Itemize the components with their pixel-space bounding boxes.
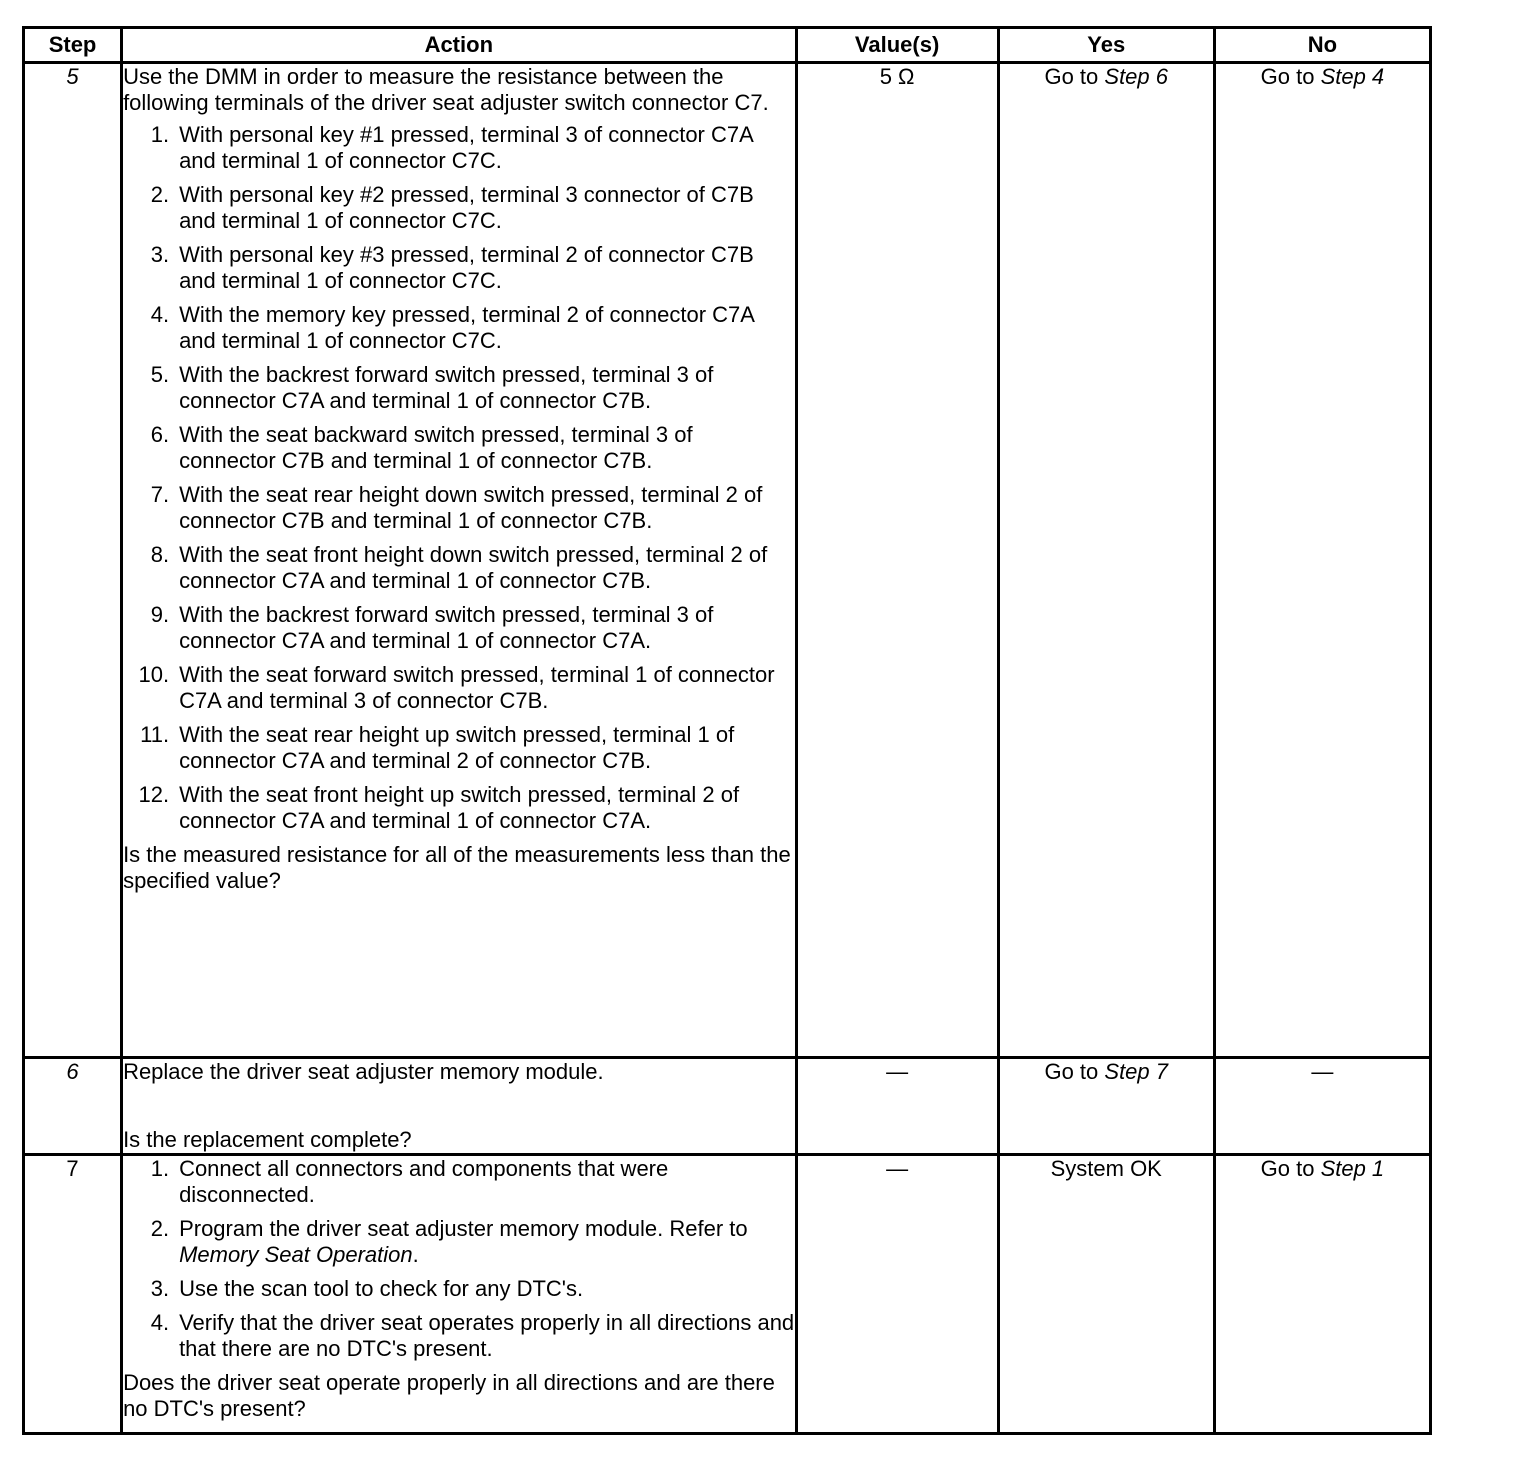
yes-step-ref: Step 6: [1104, 64, 1168, 89]
no-cell: [1214, 1155, 1430, 1434]
item-text: With the seat front height up switch pressed, terminal 2 of connector C7A and terminal 1 of connector C7A.: [179, 782, 740, 833]
list-item: [123, 122, 794, 174]
item-text: With the backrest forward switch pressed, terminal 3 of connector C7A and terminal 1 of connector C7A.: [179, 602, 714, 653]
action-question: Is the replacement complete?: [123, 1127, 412, 1152]
item-number: 7.: [150, 482, 170, 507]
yes-prefix: Go to: [1044, 1059, 1105, 1084]
header-step: Step: [24, 28, 122, 63]
yes-cell: [998, 1058, 1214, 1155]
item-number: 11.: [140, 722, 170, 747]
item-text: With the seat rear height down switch pressed, terminal 2 of connector C7B and terminal 1 of connector C7B.: [179, 482, 763, 533]
list-item: [123, 422, 794, 474]
no-step-ref: Step 1: [1320, 1156, 1385, 1181]
diagnostic-table: [22, 26, 1432, 1435]
item-number: 4.: [150, 1310, 170, 1335]
item-text-prefix: Program the driver seat adjuster memory module. Refer to: [179, 1216, 748, 1241]
item-number: 1.: [150, 1156, 170, 1181]
action-question: Does the driver seat operate properly in all directions and are there no DTC's present?: [123, 1370, 775, 1421]
action-intro: Replace the driver seat adjuster memory module.: [123, 1059, 604, 1084]
item-text: With the seat backward switch pressed, terminal 3 of connector C7B and terminal 1 of connector C7B.: [179, 422, 693, 473]
action-cell: [122, 1058, 796, 1155]
item-text: Verify that the driver seat operates properly in all directions and that there are no DTC's present.: [179, 1310, 795, 1361]
item-number: 10.: [138, 662, 170, 687]
list-item: [123, 1310, 794, 1362]
action-list: [123, 1156, 794, 1362]
item-text: With personal key #3 pressed, terminal 2 of connector C7B and terminal 1 of connector C7C.: [179, 242, 754, 293]
list-item: [123, 362, 794, 414]
action-cell: [122, 63, 796, 1058]
yes-step-ref: Step 7: [1104, 1059, 1168, 1084]
list-item: [123, 1156, 794, 1208]
item-number: 2.: [150, 182, 170, 207]
table-row-step-6: [24, 1058, 1431, 1155]
item-number: 2.: [150, 1216, 170, 1241]
item-text: With personal key #1 pressed, terminal 3 of connector C7A and terminal 1 of connector C7C.: [179, 122, 753, 173]
header-yes: Yes: [998, 28, 1214, 63]
list-item: [123, 1216, 794, 1268]
item-number: 12.: [138, 782, 170, 807]
value-cell: —: [796, 1058, 998, 1155]
item-text: With the seat forward switch pressed, terminal 1 of connector C7A and terminal 3 of connector C7B.: [179, 662, 775, 713]
action-cell: [122, 1155, 796, 1434]
item-text: With the seat front height down switch pressed, terminal 2 of connector C7A and terminal 1 of connector C7B.: [179, 542, 768, 593]
header-no: No: [1214, 28, 1430, 63]
no-prefix: Go to: [1260, 64, 1321, 89]
item-text: With the backrest forward switch pressed, terminal 3 of connector C7A and terminal 1 of connector C7B.: [179, 362, 714, 413]
list-item: [123, 542, 794, 594]
item-text-ref: Memory Seat Operation: [179, 1242, 413, 1267]
yes-prefix: Go to: [1044, 64, 1105, 89]
item-number: 3.: [150, 1276, 170, 1301]
no-cell: —: [1214, 1058, 1430, 1155]
no-step-ref: Step 4: [1320, 64, 1385, 89]
yes-cell: [998, 63, 1214, 1058]
yes-cell: System OK: [998, 1155, 1214, 1434]
item-text-suffix: .: [412, 1242, 419, 1267]
item-text: Connect all connectors and components that were disconnected.: [179, 1156, 669, 1207]
item-text: [179, 1216, 794, 1268]
value-cell: —: [796, 1155, 998, 1434]
table-row-step-5: [24, 63, 1431, 1058]
item-text: With the memory key pressed, terminal 2 of connector C7A and terminal 1 of connector C7C.: [179, 302, 754, 353]
step-number: 6: [24, 1058, 122, 1155]
item-number: 1.: [150, 122, 170, 147]
item-number: 5.: [150, 362, 170, 387]
list-item: [123, 242, 794, 294]
table-row-step-7: [24, 1155, 1431, 1434]
item-text: Use the scan tool to check for any DTC's.: [179, 1276, 584, 1301]
action-question: Is the measured resistance for all of the measurements less than the specified value?: [123, 842, 791, 893]
header-row: [24, 28, 1431, 63]
list-item: [123, 662, 794, 714]
action-list: [123, 122, 794, 834]
step-number: 7: [24, 1155, 122, 1434]
item-number: 6.: [150, 422, 170, 447]
item-number: 8.: [150, 542, 170, 567]
action-intro: Use the DMM in order to measure the resistance between the following terminals of the driver seat adjuster switch connector C7.: [123, 64, 769, 115]
list-item: [123, 482, 794, 534]
list-item: [123, 302, 794, 354]
header-action: Action: [122, 28, 796, 63]
item-number: 3.: [150, 242, 170, 267]
list-item: [123, 722, 794, 774]
item-text: With personal key #2 pressed, terminal 3 connector of C7B and terminal 1 of connector C7C.: [179, 182, 754, 233]
item-text: With the seat rear height up switch pressed, terminal 1 of connector C7A and terminal 2 of connector C7B.: [179, 722, 735, 773]
no-prefix: Go to: [1260, 1156, 1321, 1181]
list-item: [123, 1276, 794, 1302]
list-item: [123, 782, 794, 834]
item-number: 4.: [150, 302, 170, 327]
step-number: 5: [24, 63, 122, 1058]
list-item: [123, 182, 794, 234]
no-cell: [1214, 63, 1430, 1058]
list-item: [123, 602, 794, 654]
spacer: [123, 1091, 794, 1125]
header-value: Value(s): [796, 28, 998, 63]
value-cell: 5 Ω: [796, 63, 998, 1058]
item-number: 9.: [150, 602, 170, 627]
